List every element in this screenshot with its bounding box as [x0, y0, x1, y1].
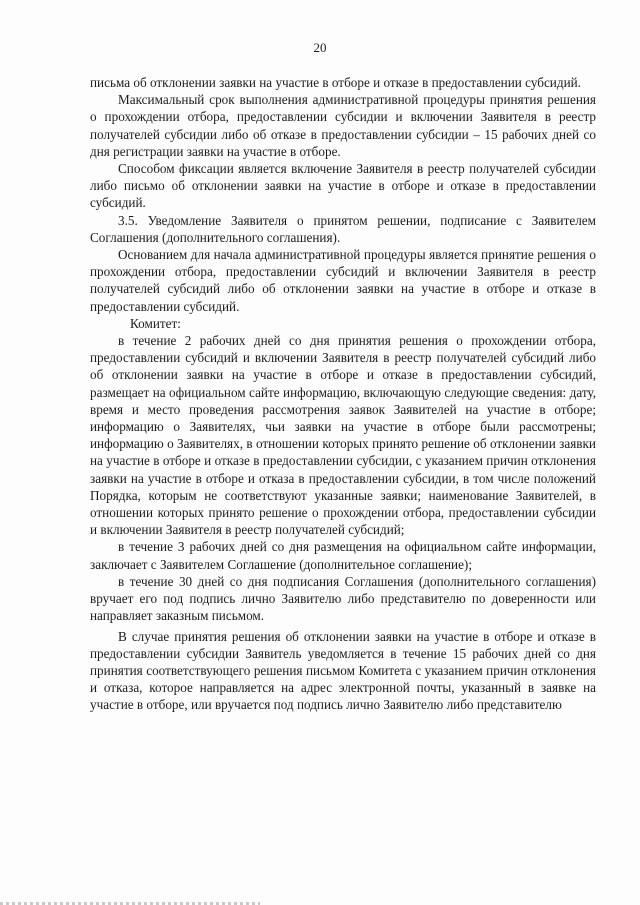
paragraph-fixation-method: Способом фиксации является включение Заявителя в реестр получателей субсидии либо письмо об отклонении заявки на участие в отборе и отказе в предоставлении субсидий. — [90, 161, 596, 211]
document-body — [90, 74, 596, 714]
paragraph-2-days: в течение 2 рабочих дней со дня принятия решения о прохождении отбора, предоставлении субсидий и включении Заявителя в реестр получателей субсидий либо об отклонении заявки на участие в отборе и отказе в предоставлении субсидий, размещает на официальном сайте информацию, включающую следующие сведения: дату, время и место проведения рассмотрения заявок Заявителей на участие в отборе; информацию о Заявителях, чьи заявки на участие в отборе были рассмотрены; информацию о Заявителях, в отношении которых принято решение об отклонении заявки на участие в отборе и отказе в предоставлении субсидии, с указанием причин отклонения заявки на участие в отборе и отказа в предоставлении субсидии, в том числе положений Порядка, которым не соответствуют указанные заявки; наименование Заявителей, в отношении которых принято решение о прохождении отбора, предоставлении субсидии и включении Заявителя в реестр получателей субсидий; — [90, 333, 596, 538]
paragraph-continuation: письма об отклонении заявки на участие в отборе и отказе в предоставлении субсидий. — [90, 75, 581, 90]
paragraph-3-days: в течение 3 рабочих дней со дня размещения на официальном сайте информации, заключает с Заявителем Соглашение (дополнительное соглашение); — [90, 539, 596, 572]
paragraph-rejection-case: В случае принятия решения об отклонении заявки на участие в отборе и отказе в предоставлении субсидии Заявитель уведомляется в течение 15 рабочих дней со дня принятия соответствующего решения письмом Комитета с указанием причин отклонения и отказа, которое направляется на адрес электронной почты, указанный в заявке на участие в отборе, или вручается под подпись лично Заявителю либо представителю — [90, 628, 596, 713]
paragraph-30-days: в течение 30 дней со дня подписания Соглашения (дополнительного соглашения) вручает его под подпись лично Заявителю либо представителю по доверенности или направляет заказным письмом. — [90, 573, 596, 624]
page-number: 20 — [313, 40, 327, 55]
paragraph-section-3-5: 3.5. Уведомление Заявителя о принятом решении, подписание с Заявителем Соглашения (дополнительного соглашения). — [90, 212, 596, 245]
paragraph-committee: Комитет: — [130, 315, 181, 331]
paragraph-max-term: Максимальный срок выполнения административной процедуры принятия решения о прохождении отбора, предоставлении субсидии и включении Заявителя в реестр получателей субсидии либо об отказе в предоставлении субсидии – 15 рабочих дней со дня регистрации заявки на участие в отборе. — [90, 92, 596, 159]
paragraph-basis: Основанием для начала административной процедуры является принятие решения о прохождении отбора, предоставлении субсидий и включении Заявителя в реестр получателей субсидий либо об отклонении заявки на участие в отборе и отказе в предоставлении субсидий. — [90, 247, 596, 314]
